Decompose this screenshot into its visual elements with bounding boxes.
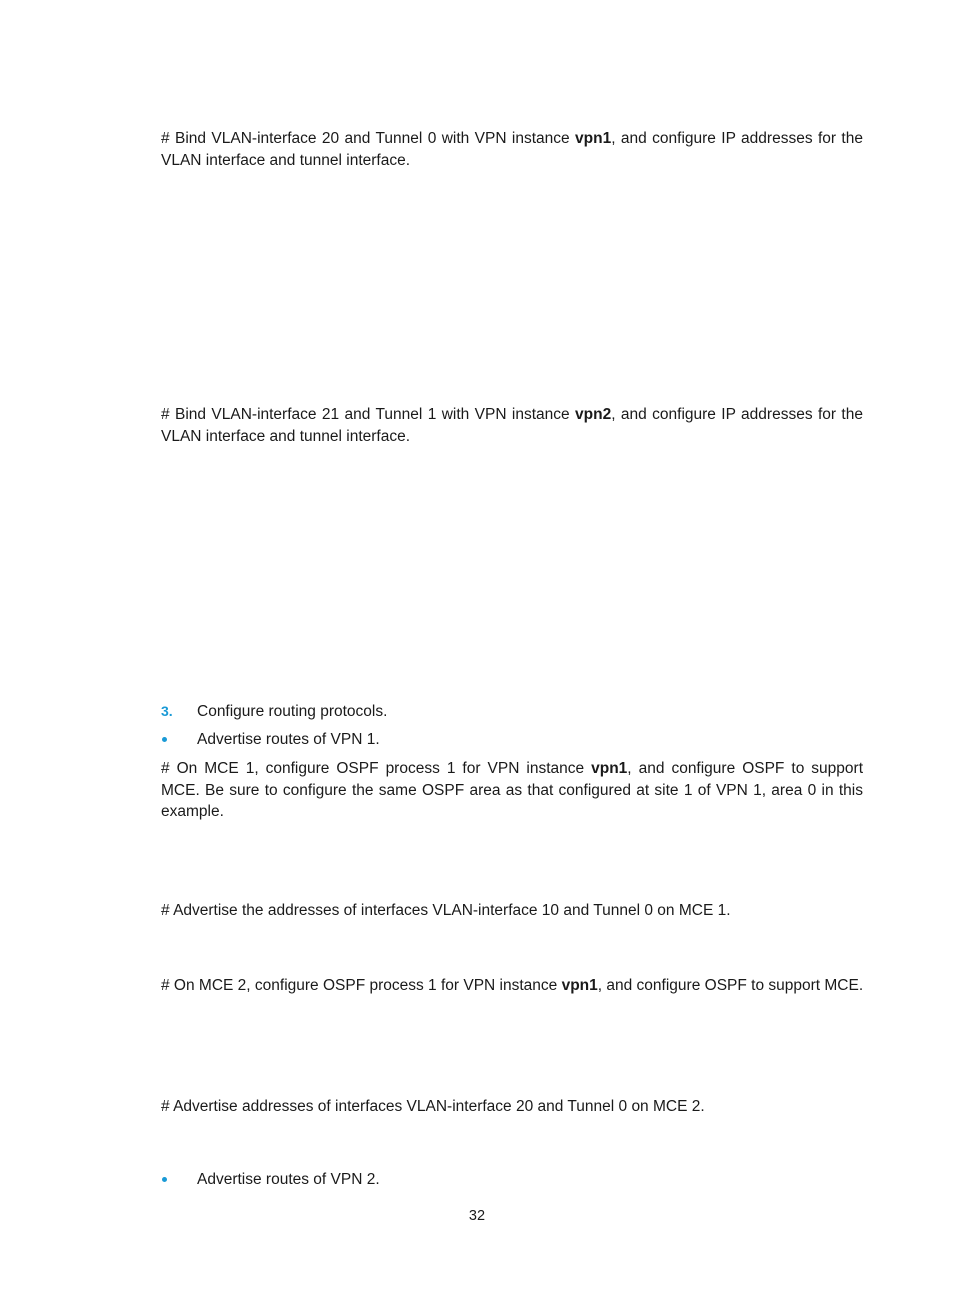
paragraph-bind-vpn1	[161, 128, 863, 171]
paragraph-text: , and configure OSPF to support MCE.	[597, 977, 864, 994]
paragraph-bind-vpn2	[161, 404, 863, 447]
paragraph-text: # On MCE 1, configure OSPF process 1 for VPN instance	[161, 760, 592, 777]
vpn-instance-name: vpn1	[591, 760, 628, 777]
bullet-text: Advertise routes of VPN 1.	[197, 731, 380, 748]
step-number: 3.	[161, 703, 173, 719]
vpn-instance-name: vpn1	[575, 130, 612, 147]
paragraph-mce2-ospf	[161, 975, 863, 997]
step-text: Configure routing protocols.	[197, 703, 388, 720]
bullet-dot-icon	[162, 737, 167, 742]
vpn-instance-name: vpn1	[561, 977, 598, 994]
paragraph-advertise-mce1	[161, 900, 863, 922]
paragraph-text: , and configure OSPF to support MCE. Be sure to configure the same OSPF area as that configured at site 1 of VPN 1, area 0 in this example.	[161, 760, 864, 820]
vpn-instance-name: vpn2	[575, 406, 612, 423]
paragraph-text: # Advertise the addresses of interfaces VLAN-interface 10 and Tunnel 0 on MCE 1.	[161, 902, 731, 919]
paragraph-mce1-ospf	[161, 758, 863, 823]
page-number: 32	[468, 1208, 486, 1224]
paragraph-text: , and configure IP addresses for the VLAN interface and tunnel interface.	[161, 130, 863, 169]
paragraph-text: # Bind VLAN-interface 21 and Tunnel 1 with VPN instance	[161, 406, 576, 423]
paragraph-text: # On MCE 2, configure OSPF process 1 for VPN instance	[161, 977, 562, 994]
bullet-dot-icon	[162, 1177, 167, 1182]
paragraph-text: # Advertise addresses of interfaces VLAN-interface 20 and Tunnel 0 on MCE 2.	[161, 1098, 705, 1115]
paragraph-advertise-mce2	[161, 1096, 863, 1118]
bullet-text: Advertise routes of VPN 2.	[197, 1171, 380, 1188]
paragraph-text: # Bind VLAN-interface 20 and Tunnel 0 with VPN instance	[161, 130, 576, 147]
paragraph-text: , and configure IP addresses for the VLAN interface and tunnel interface.	[161, 406, 863, 445]
